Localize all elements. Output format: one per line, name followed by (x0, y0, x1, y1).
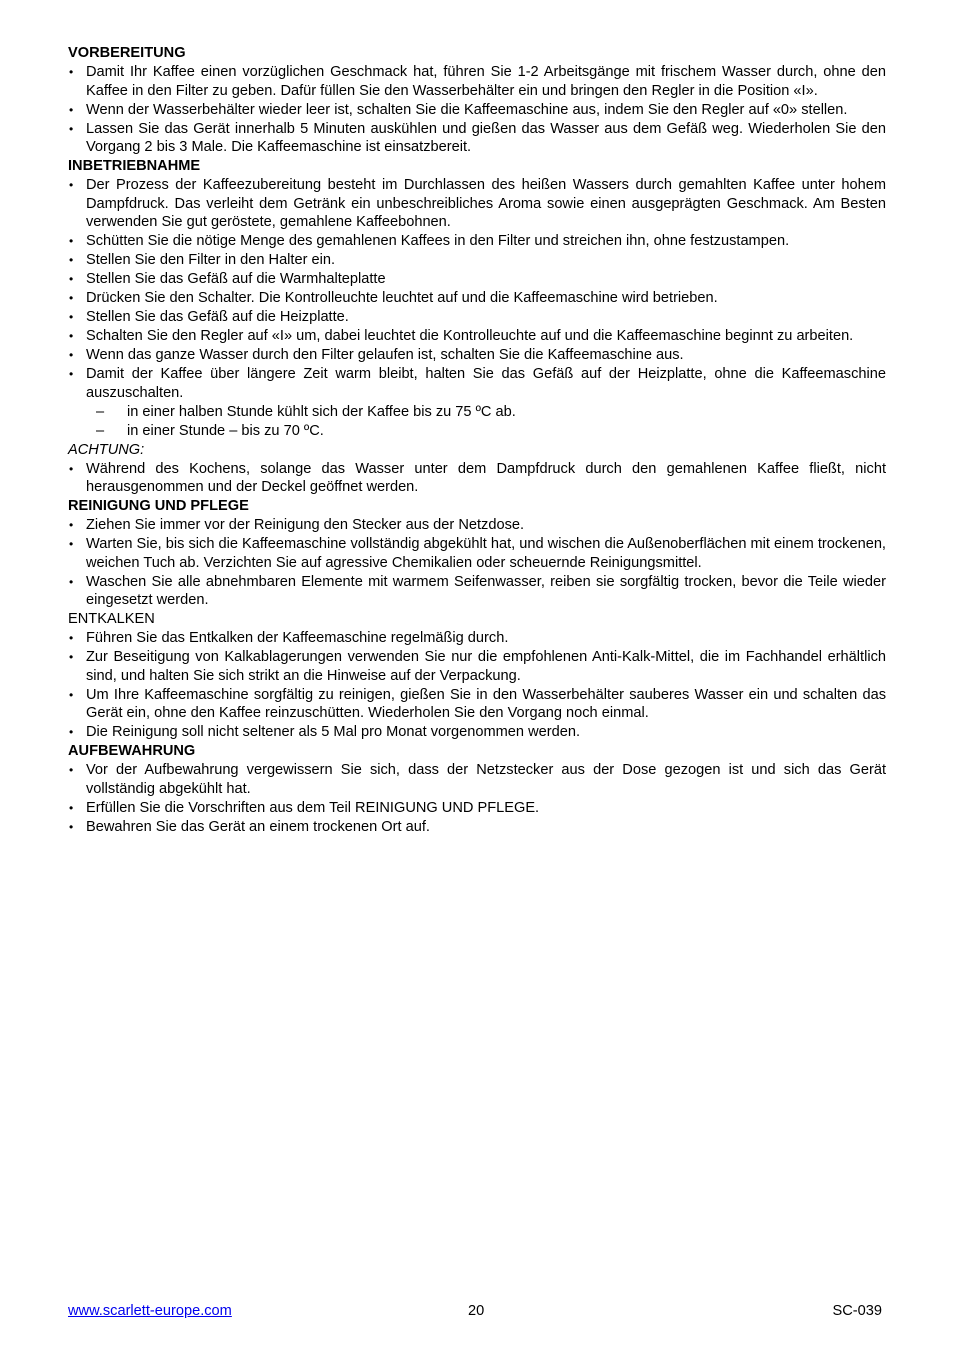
bullet-icon: • (69, 800, 74, 815)
list-item: • Der Prozess der Kaffeezubereitung besteht im Durchlassen des heißen Wassers durch gemahlten Kaffee unter hohem Dampfdruck. Das verleiht dem Getränk ein unbeschreibliches Aroma sowie einen ausgeprägten Geschmack. Am Besten verwenden Sie gut geröstete, gemahlene Kaffeebohnen. (69, 177, 886, 230)
dash-icon: – (96, 403, 105, 420)
list-item: • Drücken Sie den Schalter. Die Kontrolleuchte leuchtet auf und die Kaffeemaschine wird betrieben. (69, 290, 718, 306)
bullet-icon: • (69, 253, 74, 267)
list-item: • Damit der Kaffee über längere Zeit warm bleibt, halten Sie das Gefäß auf der Heizplatte, ohne die Kaffeemaschine auszuschalten. (69, 366, 886, 401)
note-label: ACHTUNG: (68, 441, 145, 458)
bullet-list (68, 761, 886, 836)
list-item: • Führen Sie das Entkalken der Kaffeemaschine regelmäßig durch. (69, 630, 509, 646)
bullet-icon: • (69, 367, 74, 381)
bullet-icon: • (69, 725, 74, 739)
list-item: • Zur Beseitigung von Kalkablagerungen verwenden Sie nur die empfohlenen Anti-Kalk-Mittel, die im Fachhandel erhältlich sind, und halten Sie sich strikt an die Hinweise auf der Verpackung. (69, 649, 886, 684)
bullet-icon: • (69, 329, 74, 343)
list-item: • Schütten Sie die nötige Menge des gemahlenen Kaffees in den Filter und streichen ihn, ohne festzustampen. (69, 233, 790, 249)
section-heading-aufbewahrung: AUFBEWAHRUNG (68, 743, 196, 759)
list-item: • Stellen Sie das Gefäß auf die Warmhalteplatte (69, 271, 386, 287)
bullet-icon: • (69, 461, 74, 476)
bullet-icon: • (69, 537, 74, 551)
list-item: • Wenn das ganze Wasser durch den Filter gelaufen ist, schalten Sie die Kaffeemaschine aus. (69, 347, 684, 363)
dash-icon: – (96, 422, 105, 439)
section-heading-vorbereitung: VORBEREITUNG (68, 45, 186, 61)
list-item: • Um Ihre Kaffeemaschine sorgfältig zu reinigen, gießen Sie in den Wasserbehälter sauberes Wasser ein und schalten das Gerät ein, ohne den Kaffee reinzuschütten. Wiederholen Sie den Vorgang noch einmal. (69, 686, 886, 721)
model-number: SC-039 (832, 1303, 882, 1319)
list-item: • Bewahren Sie das Gerät an einem trockenen Ort auf. (69, 818, 430, 835)
bullet-icon: • (69, 687, 74, 702)
document-body (68, 44, 886, 837)
bullet-list (68, 460, 886, 497)
section-heading-entkalken: ENTKALKEN (68, 611, 155, 627)
bullet-icon: • (69, 518, 74, 532)
bullet-list (68, 629, 886, 742)
section-heading-reinigung: REINIGUNG UND PFLEGE (68, 498, 249, 514)
list-item: • Lassen Sie das Gerät innerhalb 5 Minuten auskühlen und gießen das Wasser aus dem Gefäß weg. Wiederholen Sie den Vorgang 2 bis 3 Male. Die Kaffeemaschine ist einsatzbereit. (69, 120, 886, 155)
bullet-icon: • (69, 291, 74, 305)
section-heading-inbetriebnahme: INBETRIEBNAHME (68, 158, 201, 174)
list-item: • Stellen Sie das Gefäß auf die Heizplatte. (69, 309, 349, 325)
list-item: • Erfüllen Sie die Vorschriften aus dem Teil REINIGUNG UND PFLEGE. (69, 799, 540, 816)
list-item: • Damit Ihr Kaffee einen vorzüglichen Geschmack hat, führen Sie 1-2 Arbeitsgänge mit frischem Wasser durch, ohne den Kaffee in den Filter zu geben. Dafür füllen Sie den Wasserbehälter ein und bringen den Regler in die Position «I». (69, 64, 886, 99)
list-item: • Stellen Sie den Filter in den Halter ein. (69, 252, 336, 268)
page-number: 20 (468, 1303, 485, 1319)
list-item: • Während des Kochens, solange das Wasser unter dem Dampfdruck durch den gemahlenen Kaffee fließt, nicht herausgenommen und der Deckel geöffnet werden. (69, 460, 886, 495)
bullet-list (68, 516, 886, 610)
bullet-icon: • (69, 234, 74, 248)
bullet-icon: • (69, 121, 74, 136)
bullet-icon: • (69, 310, 74, 324)
bullet-icon: • (69, 574, 74, 589)
bullet-icon: • (69, 102, 74, 117)
website-link[interactable]: www.scarlett-europe.com (68, 1303, 232, 1319)
bullet-list (68, 63, 886, 157)
bullet-list (68, 176, 886, 402)
dash-item: – in einer halben Stunde kühlt sich der Kaffee bis zu 75 ºC ab. (96, 403, 516, 420)
list-item: • Warten Sie, bis sich die Kaffeemaschine vollständig abgekühlt hat, und wischen die Außenoberflächen mit einem trockenen, weichen Tuch ab. Verzichten Sie auf agressive Chemikalien oder scheuernde Reinigungsmittel. (69, 536, 886, 571)
list-item: • Waschen Sie alle abnehmbaren Elemente mit warmem Seifenwasser, reiben sie sorgfältig trocken, bevor die Teile wieder eingesetzt werden. (69, 573, 886, 608)
bullet-icon: • (69, 65, 74, 79)
page-footer (68, 1303, 886, 1323)
bullet-icon: • (69, 763, 74, 777)
list-item: • Vor der Aufbewahrung vergewissern Sie sich, dass der Netzstecker aus der Dose gezogen ist und sich das Gerät vollständig abgekühlt hat. (69, 762, 886, 797)
list-item: • Die Reinigung soll nicht seltener als 5 Mal pro Monat vorgenommen werden. (69, 724, 581, 740)
bullet-icon: • (69, 650, 74, 664)
bullet-icon: • (69, 272, 74, 286)
bullet-icon: • (69, 178, 74, 192)
list-item: • Schalten Sie den Regler auf «I» um, dabei leuchtet die Kontrolleuchte auf und die Kaffeemaschine beginnt zu arbeiten. (69, 328, 854, 344)
list-item: • Ziehen Sie immer vor der Reinigung den Stecker aus der Netzdose. (69, 517, 525, 533)
list-item: • Wenn der Wasserbehälter wieder leer ist, schalten Sie die Kaffeemaschine aus, indem Sie den Regler auf «0» stellen. (69, 101, 848, 118)
dash-item: – in einer Stunde – bis zu 70 ºC. (96, 422, 324, 439)
bullet-icon: • (69, 348, 74, 362)
bullet-icon: • (69, 631, 74, 645)
dash-list (68, 403, 886, 441)
bullet-icon: • (69, 819, 74, 834)
